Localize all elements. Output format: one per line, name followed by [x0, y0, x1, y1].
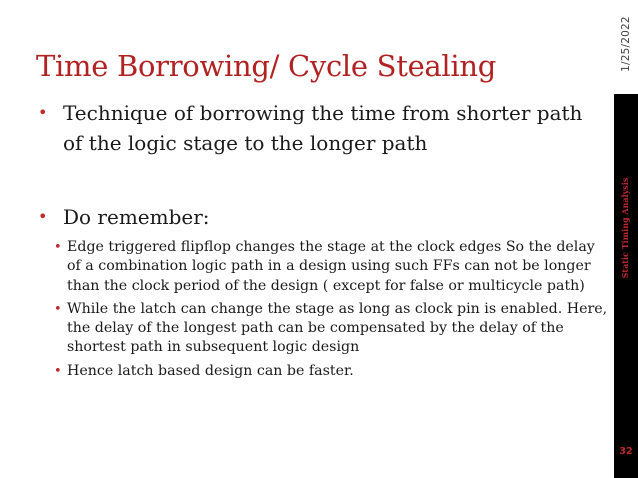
sub-bullet-flipflop: [54, 238, 609, 296]
bullet-technique: [38, 98, 608, 158]
slide-date: 1/25/2022: [620, 16, 632, 72]
slide-title: Time Borrowing/ Cycle Stealing: [36, 49, 497, 83]
sub-bullet-faster: [54, 362, 609, 381]
sub-bullet-text: Edge triggered flipflop changes the stage at the clock edges So the delay of a combination logic path in a design using such FFs can not be longer than the clock period of the design ( except for false or multicycle path): [67, 239, 595, 294]
sub-bullet-dot: •: [54, 240, 62, 255]
bullet-do-remember: [38, 202, 608, 232]
bullet-text: Do remember:: [63, 205, 210, 229]
bullet-dot: •: [38, 207, 48, 226]
deck-title: Static Timing Analysis: [620, 177, 630, 279]
sub-bullet-text: Hence latch based design can be faster.: [67, 362, 354, 379]
sub-bullet-latch: [54, 300, 609, 358]
sub-bullet-dot: •: [54, 363, 62, 379]
page-number: 32: [619, 446, 633, 457]
bullet-text: Technique of borrowing the time from shorter path of the logic stage to the longer path: [63, 101, 583, 155]
sub-bullet-text: While the latch can change the stage as long as clock pin is enabled. Here, the delay of the longest path can be compensated by the delay of the shortest path in subsequent logic design: [67, 300, 608, 356]
sidebar-bar: [614, 94, 638, 478]
bullet-dot: •: [38, 103, 48, 122]
sub-bullet-dot: •: [54, 301, 62, 317]
sub-bullet-list: [54, 238, 609, 385]
